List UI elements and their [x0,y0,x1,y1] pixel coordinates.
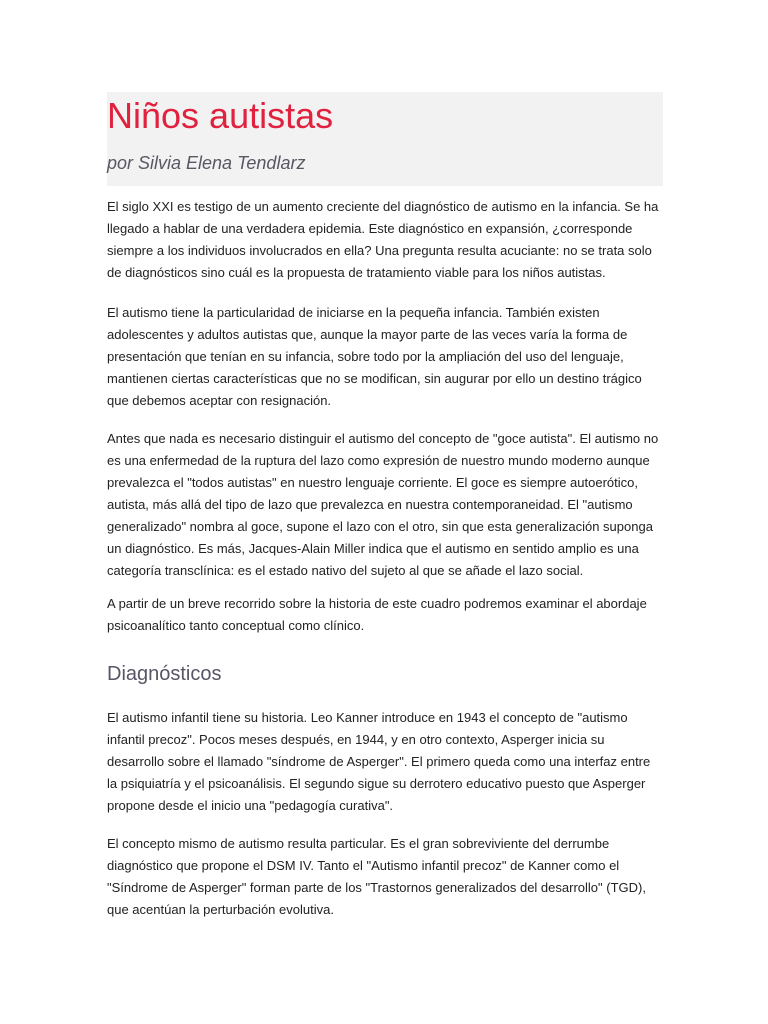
section-heading-diagnosticos: Diagnósticos [107,663,222,685]
title-header-box [107,92,663,186]
page-title: Niños autistas [107,95,334,136]
intro-paragraph-2: El autismo tiene la particularidad de iniciarse en la pequeña infancia. También existen adolescentes y adultos autistas que, aunque la mayor parte de las veces varía la forma de presentación que tenían en su infancia, sobre todo por la ampliación del uso del lenguaje, mantienen ciertas características que no se modifican, sin augurar por ello un destino trágico que debemos aceptar con resignación. [107,305,642,408]
author-byline: por Silvia Elena Tendlarz [107,153,306,173]
section-paragraph-1: El autismo infantil tiene su historia. Leo Kanner introduce en 1943 el concepto de "autismo infantil precoz". Pocos meses después, en 1944, y en otro contexto, Asperger inicia su desarrollo sobre el llamado "síndrome de Asperger". El primero queda como una interfaz entre la psiquiatría y el psicoanálisis. El segundo sigue su derrotero educativo puesto que Asperger propone desde el inicio una "pedagogía curativa". [107,710,651,813]
intro-paragraph-3: Antes que nada es necesario distinguir el autismo del concepto de "goce autista". El autismo no es una enfermedad de la ruptura del lazo como expresión de nuestro mundo moderno aunque prevalezca el "todos autistas" en nuestro lenguaje corriente. El goce es siempre autoerótico, autista, más allá del tipo de lazo que prevalezca en nuestra contemporaneidad. El "autismo generalizado" nombra al goce, supone el lazo con el otro, sin que esta generalización suponga un diagnóstico. Es más, Jacques-Alain Miller indica que el autismo en sentido amplio es una categoría transclínica: es el estado nativo del sujeto al que se añade el lazo social. [107,431,659,578]
intro-paragraph-1: El siglo XXI es testigo de un aumento creciente del diagnóstico de autismo en la infancia. Se ha llegado a hablar de una verdadera epidemia. Este diagnóstico en expansión, ¿corresponde siempre a los individuos involucrados en ella? Una pregunta resulta acuciante: no se trata solo de diagnósticos sino cuál es la propuesta de tratamiento viable para los niños autistas. [107,199,659,280]
intro-paragraph-4: A partir de un breve recorrido sobre la historia de este cuadro podremos examinar el abordaje psicoanalítico tanto conceptual como clínico. [107,596,647,633]
section-paragraph-2: El concepto mismo de autismo resulta particular. Es el gran sobreviviente del derrumbe diagnóstico que propone el DSM IV. Tanto el "Autismo infantil precoz" de Kanner como el "Síndrome de Asperger" forman parte de los "Trastornos generalizados del desarrollo" (TGD), que acentúan la perturbación evolutiva. [107,836,646,917]
